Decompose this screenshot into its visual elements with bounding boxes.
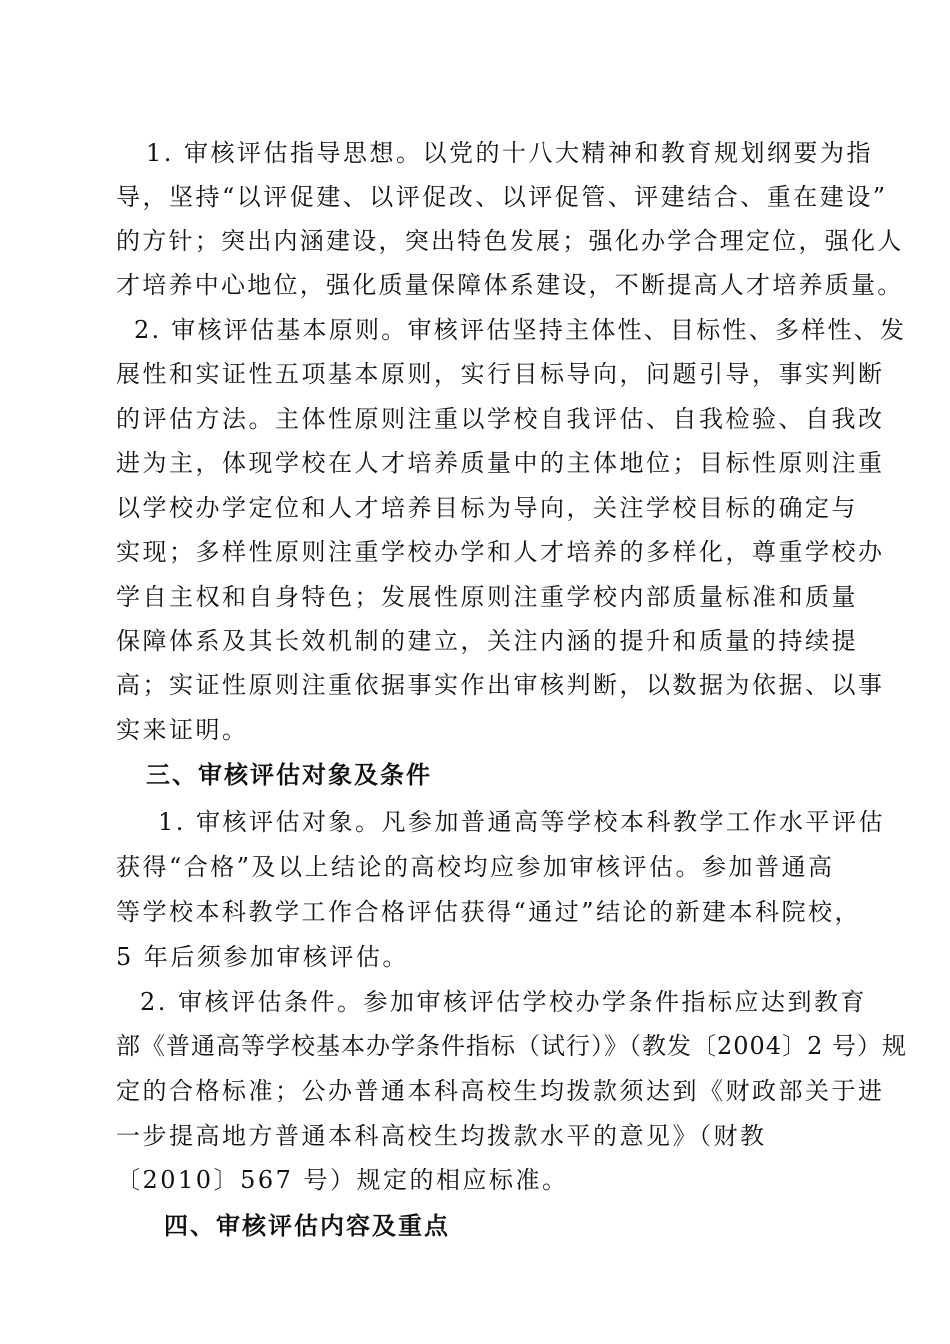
paragraph-line: 〔2010〕567 号）规定的相应标准。 — [116, 1166, 569, 1194]
paragraph-line: 展性和实证性五项基本原则，实行目标导向，问题引导，事实判断 — [116, 360, 885, 388]
paragraph-line: 2. 审核评估条件。参加审核评估学校办学条件指标应达到教育 — [140, 988, 868, 1016]
paragraph-line: 部《普通高等学校基本办学条件指标（试行）》（教发〔2004〕2 号）规 — [116, 1032, 907, 1060]
paragraph-line: 进为主，体现学校在人才培养质量中的主体地位；目标性原则注重 — [116, 449, 885, 477]
paragraph-line: 的评估方法。主体性原则注重以学校自我评估、自我检验、自我改 — [116, 405, 885, 433]
paragraph-line: 实现；多样性原则注重学校办学和人才培养的多样化，尊重学校办 — [116, 538, 885, 566]
paragraph-line: 高；实证性原则注重依据事实作出审核判断，以数据为依据、以事 — [116, 671, 885, 699]
paragraph-line: 保障体系及其长效机制的建立，关注内涵的提升和质量的持续提 — [116, 627, 858, 655]
section-heading: 三、审核评估对象及条件 — [146, 761, 432, 789]
paragraph-line: 学自主权和自身特色；发展性原则注重学校内部质量标准和质量 — [116, 583, 858, 611]
paragraph-line: 1. 审核评估对象。凡参加普通高等学校本科教学工作水平评估 — [158, 808, 886, 836]
paragraph-line: 获得“合格”及以上结论的高校均应参加审核评估。参加普通高 — [116, 853, 835, 881]
section-heading: 四、审核评估内容及重点 — [164, 1212, 450, 1240]
paragraph-line: 一步提高地方普通本科高校生均拨款水平的意见》（财教 — [116, 1122, 767, 1150]
paragraph-line: 以学校办学定位和人才培养目标为导向，关注学校目标的确定与 — [116, 494, 858, 522]
paragraph-line: 导，坚持“以评促建、以评促改、以评促管、评建结合、重在建设” — [116, 183, 888, 211]
paragraph-line: 实来证明。 — [116, 716, 249, 744]
paragraph-line: 等学校本科教学工作合格评估获得“通过”结论的新建本科院校， — [116, 898, 862, 926]
paragraph-line: 的方针；突出内涵建设，突出特色发展；强化办学合理定位，强化人 — [116, 227, 904, 255]
paragraph-line: 才培养中心地位，强化质量保障体系建设，不断提高人才培养质量。 — [116, 271, 904, 299]
paragraph-line: 1. 审核评估指导思想。以党的十八大精神和教育规划纲要为指 — [146, 139, 874, 167]
paragraph-line: 5 年后须参加审核评估。 — [116, 943, 409, 971]
paragraph-line: 定的合格标准；公办普通本科高校生均拨款须达到《财政部关于进 — [116, 1077, 885, 1105]
paragraph-line: 2. 审核评估基本原则。审核评估坚持主体性、目标性、多样性、发 — [134, 316, 907, 344]
